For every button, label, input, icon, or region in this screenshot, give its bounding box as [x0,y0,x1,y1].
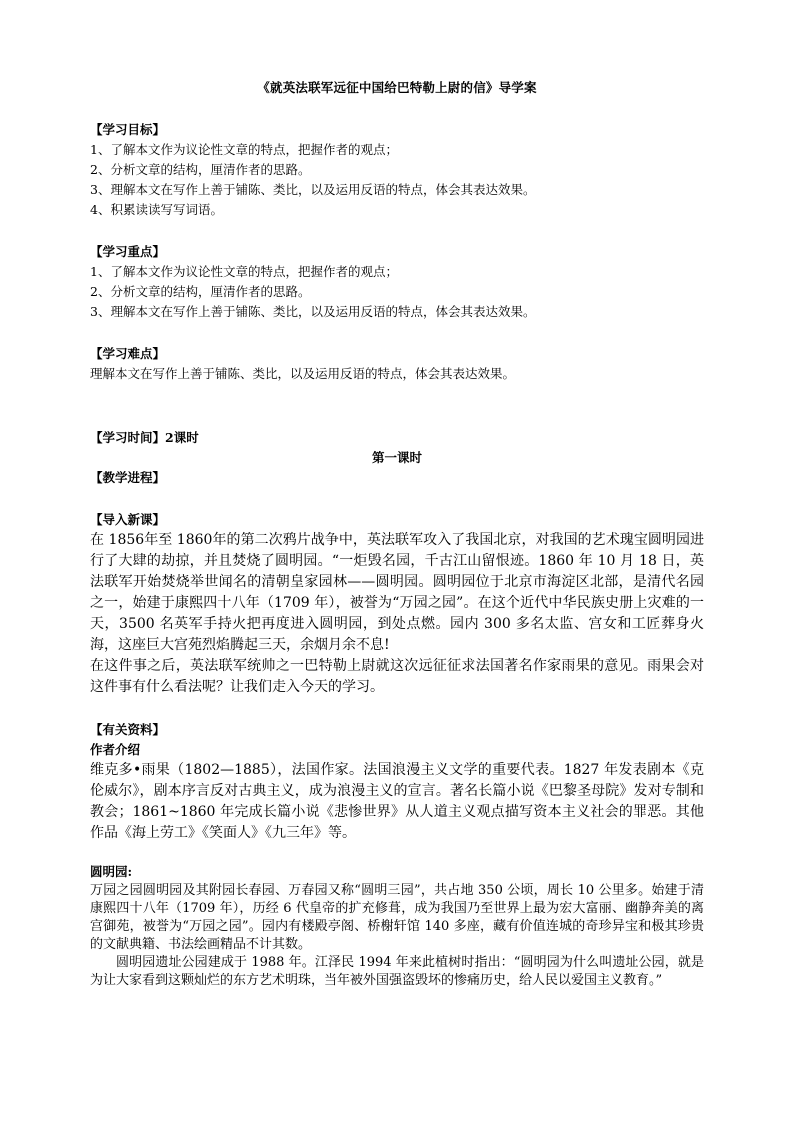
document-page [90,72,704,990]
objective-item: 4、积累读读写写词语。 [90,202,223,217]
key-points-section [90,242,704,322]
intro-paragraph: 在这件事之后，英法联军统帅之一巴特勒上尉就这次远征征求法国著名作家雨果的意见。雨果会对这件事有什么看法呢？让我们走入今天的学习。 [90,658,704,695]
key-point-item: 3、理解本文在写作上善于铺陈、类比，以及运用反语的特点，体会其表达效果。 [90,304,536,319]
intro-section [90,510,704,698]
lesson-title: 第一课时 [371,450,422,465]
objective-item: 1、了解本文作为议论性文章的特点，把握作者的观点； [90,142,398,157]
intro-paragraph: 在 1856年至 1860年的第二次鸦片战争中，英法联军攻入了我国北京，对我国的艺术瑰宝圆明园进行了大肆的劫掠，并且焚烧了圆明园。“一炬毁名园，千古江山留恨迹。1860 年 10 月 18 日，英法联军开始焚烧举世闻名的清朝皇家园林——圆明园。圆明园位于北京市海淀区北部，是清代名园之一，始建于康熙四十八年（1709 年），被誉为“万园之园”。在这个近代中华民族史册上灾难的一天，3500 名英军手持火把再度进入圆明园，到处点燃。园内 300 多名太监、宫女和工匠葬身火海，这座巨大宫苑烈焰腾起三天，余烟月余不息! [90,532,704,653]
objectives-section [90,120,704,220]
difficulty-heading: 【学习难点】 [90,346,166,361]
time-section [90,428,704,488]
key-point-item: 1、了解本文作为议论性文章的特点，把握作者的观点； [90,264,398,279]
document-title: 《就英法联军远征中国给巴特勒上尉的信》导学案 [257,80,537,95]
resources-section [90,720,704,990]
author-heading: 作者介绍 [90,742,141,757]
objective-item: 2、分析文章的结构，厘清作者的思路。 [90,162,311,177]
yuanming-paragraph: 圆明园遗址公园建成于 1988 年。江泽民 1994 年来此植树时指出：“圆明园为什么叫遗址公园，就是为让大家看到这颗灿烂的东方艺术明珠，当年被外国强盗毁坏的惨痛历史，给人民以爱国主义教育。” [90,955,704,988]
process-heading: 【教学进程】 [90,470,166,485]
yuanming-paragraph: 万园之园圆明园及其附园长春园、万春园又称“圆明三园”，共占地 350 公顷，周长 10 公里多。始建于清康熙四十八年（1709 年），历经 6 代皇帝的扩充修葺，成为我国乃至世界上最为宏大富丽、幽静奔美的离宫御苑，被誉为“万园之园”。园内有楼殿亭阁、桥榭轩馆 140 多座，藏有价值连城的奇珍异宝和极其珍贵的文献典籍、书法绘画精品不计其数。 [90,883,704,952]
key-points-heading: 【学习重点】 [90,244,166,259]
key-point-item: 2、分析文章的结构，厘清作者的思路。 [90,284,311,299]
difficulty-text: 理解本文在写作上善于铺陈、类比，以及运用反语的特点，体会其表达效果。 [90,366,516,381]
objectives-heading: 【学习目标】 [90,122,166,137]
yuanming-heading: 圆明园: [90,864,133,879]
author-paragraph: 维克多•雨果（1802—1885），法国作家。法国浪漫主义文学的重要代表。1827 年发表剧本《克伦威尔》，剧本序言反对古典主义，成为浪漫主义的宣言。著名长篇小说《巴黎圣母院》发对专制和教会；1861~1860 年完成长篇小说《悲惨世界》从人道主义观点描写资本主义社会的罪恶。其他作品《海上劳工》《笑面人》《九三年》等。 [90,762,704,841]
resources-heading: 【有关资料】 [90,722,166,737]
intro-heading: 【导入新课】 [90,512,166,527]
difficulty-section [90,344,704,384]
time-heading: 【学习时间】2课时 [90,430,199,445]
objective-item: 3、理解本文在写作上善于铺陈、类比，以及运用反语的特点，体会其表达效果。 [90,182,536,197]
